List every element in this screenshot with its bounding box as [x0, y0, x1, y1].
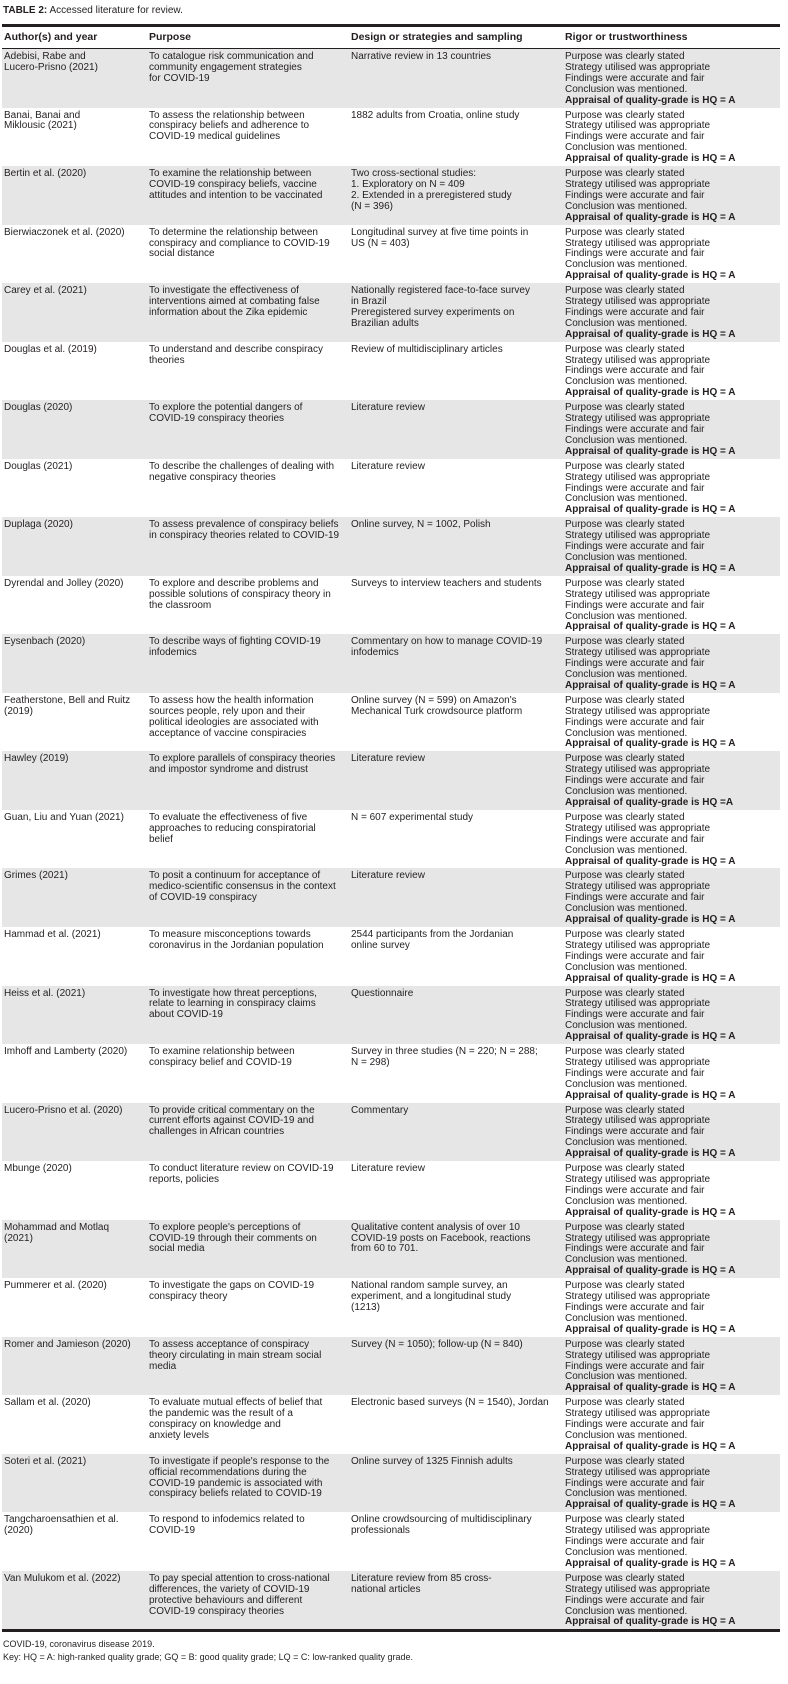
- design-cell: National random sample survey, an experiment, and a longitudinal study (1213): [351, 1280, 512, 1313]
- quality-grade: Appraisal of quality-grade is HQ = A: [565, 679, 736, 691]
- rigor-cell: [563, 49, 780, 108]
- rigor-criteria: Purpose was clearly stated Strategy utilised was appropriate Findings were accurate and fair Conclusion was mentioned.: [565, 811, 711, 856]
- design-cell: Online crowdsourcing of multidisciplinary professionals: [351, 1514, 532, 1537]
- rigor-cell: [563, 1220, 780, 1279]
- design-cell: Literature review: [351, 870, 425, 882]
- quality-grade: Appraisal of quality-grade is HQ = A: [565, 562, 736, 574]
- purpose-cell: To investigate if people's response to the official recommendations during the COVID-19 pandemic is associated with conspiracy beliefs related to COVID-19: [149, 1455, 330, 1500]
- design-cell: Electronic based surveys (N = 1540), Jordan: [351, 1397, 549, 1409]
- purpose-cell: To explore parallels of conspiracy theories and impostor syndrome and distrust: [149, 753, 336, 776]
- design-cell: Qualitative content analysis of over 10 COVID-19 posts on Facebook, reactions from 60 to 701.: [351, 1221, 531, 1255]
- table-row: [2, 1454, 780, 1513]
- quality-grade: Appraisal of quality-grade is HQ = A: [565, 328, 736, 340]
- table-row: [2, 986, 780, 1045]
- author-cell: Bierwiaczonek et al. (2020): [4, 226, 125, 238]
- rigor-criteria: Purpose was clearly stated Strategy utilised was appropriate Findings were accurate and fair Conclusion was mentioned.: [565, 1338, 711, 1383]
- rigor-cell: [563, 634, 780, 693]
- table-row: [2, 634, 780, 693]
- rigor-criteria: Purpose was clearly stated Strategy utilised was appropriate Findings were accurate and fair Conclusion was mentioned.: [565, 343, 711, 388]
- rigor-criteria: Purpose was clearly stated Strategy utilised was appropriate Findings were accurate and fair Conclusion was mentioned.: [565, 928, 711, 973]
- footnote-key: Key: HQ = A: high-ranked quality grade; GQ = B: good quality grade; LQ = C: low-ranked quality grade.: [3, 1652, 413, 1663]
- design-cell: Nationally registered face-to-face survey in Brazil Preregistered survey experiments on Brazilian adults: [351, 285, 530, 329]
- rigor-criteria: Purpose was clearly stated Strategy utilised was appropriate Findings were accurate and fair Conclusion was mentioned.: [565, 1221, 711, 1266]
- design-cell: Two cross-sectional studies: 1. Exploratory on N = 409 2. Extended in a preregistered study (N = 396): [351, 168, 512, 212]
- rigor-criteria: Purpose was clearly stated Strategy utilised was appropriate Findings were accurate and fair Conclusion was mentioned.: [565, 636, 711, 681]
- quality-grade: Appraisal of quality-grade is HQ = A: [565, 94, 736, 106]
- header-author: Author(s) and year: [4, 31, 98, 43]
- rigor-criteria: Purpose was clearly stated Strategy utilised was appropriate Findings were accurate and fair Conclusion was mentioned.: [565, 168, 711, 212]
- design-cell: Questionnaire: [351, 987, 414, 999]
- design-cell: Literature review: [351, 460, 425, 472]
- design-cell: 2544 participants from the Jordanian online survey: [351, 928, 514, 951]
- author-cell: Eysenbach (2020): [4, 636, 86, 648]
- purpose-cell: To describe the challenges of dealing with negative conspiracy theories: [149, 460, 335, 483]
- table-row: [2, 693, 780, 752]
- quality-grade: Appraisal of quality-grade is HQ = A: [565, 972, 736, 984]
- quality-grade: Appraisal of quality-grade is HQ = A: [565, 1323, 736, 1335]
- table-row: [2, 342, 780, 401]
- quality-grade: Appraisal of quality-grade is HQ = A: [565, 504, 736, 516]
- purpose-cell: To investigate how threat perceptions, relate to learning in conspiracy claims about COVID-19: [149, 987, 317, 1021]
- rigor-cell: [563, 986, 780, 1045]
- rigor-criteria: Purpose was clearly stated Strategy utilised was appropriate Findings were accurate and fair Conclusion was mentioned.: [565, 694, 711, 739]
- design-cell: Narrative review in 13 countries: [351, 51, 492, 62]
- rigor-cell: [563, 225, 780, 284]
- purpose-cell: To examine relationship between conspiracy belief and COVID-19: [149, 1046, 295, 1068]
- table-row: [2, 1220, 780, 1279]
- design-cell: 1882 adults from Croatia, online study: [351, 109, 520, 121]
- footnote-abbreviation: COVID-19, coronavirus disease 2019.: [3, 1639, 155, 1650]
- purpose-cell: To explore and describe problems and possible solutions of conspiracy theory in the classroom: [149, 577, 331, 611]
- rigor-criteria: Purpose was clearly stated Strategy utilised was appropriate Findings were accurate and fair Conclusion was mentioned.: [565, 285, 711, 329]
- table-row: [2, 1278, 780, 1337]
- rigor-criteria: Purpose was clearly stated Strategy utilised was appropriate Findings were accurate and fair Conclusion was mentioned.: [565, 226, 711, 271]
- rigor-cell: [563, 810, 780, 869]
- rigor-cell: [563, 1395, 780, 1454]
- rigor-criteria: Purpose was clearly stated Strategy utilised was appropriate Findings were accurate and fair Conclusion was mentioned.: [565, 1104, 711, 1149]
- author-cell: Hawley (2019): [4, 753, 69, 765]
- rigor-cell: [563, 1571, 780, 1631]
- rigor-cell: [563, 751, 780, 810]
- table-row: [2, 108, 780, 167]
- rigor-cell: [563, 400, 780, 459]
- rigor-criteria: Purpose was clearly stated Strategy utilised was appropriate Findings were accurate and fair Conclusion was mentioned.: [565, 460, 711, 505]
- table-row: [2, 1395, 780, 1454]
- purpose-cell: To examine the relationship between COVID-19 conspiracy beliefs, vaccine attitudes and intention to be vaccinated: [149, 168, 323, 201]
- quality-grade: Appraisal of quality-grade is HQ = A: [565, 1557, 736, 1569]
- quality-grade: Appraisal of quality-grade is HQ =A: [565, 797, 734, 808]
- author-cell: Lucero-Prisno et al. (2020): [4, 1104, 123, 1116]
- quality-grade: Appraisal of quality-grade is HQ = A: [565, 1265, 736, 1277]
- author-cell: Soteri et al. (2021): [4, 1455, 87, 1467]
- rigor-cell: [563, 1103, 780, 1162]
- author-cell: Douglas (2020): [4, 402, 73, 414]
- quality-grade: Appraisal of quality-grade is HQ = A: [565, 1499, 736, 1511]
- rigor-cell: [563, 927, 780, 986]
- rigor-cell: [563, 1454, 780, 1513]
- purpose-cell: To assess prevalence of conspiracy beliefs in conspiracy theories related to COVID-19: [149, 519, 340, 542]
- table-row: [2, 868, 780, 927]
- purpose-cell: To measure misconceptions towards coronavirus in the Jordanian population: [149, 928, 324, 951]
- table-row: [2, 1571, 780, 1631]
- rigor-criteria: Purpose was clearly stated Strategy utilised was appropriate Findings were accurate and fair Conclusion was mentioned.: [565, 519, 711, 563]
- author-cell: Featherstone, Bell and Ruitz (2019): [4, 694, 131, 717]
- quality-grade: Appraisal of quality-grade is HQ = A: [565, 1206, 736, 1218]
- purpose-cell: To investigate the effectiveness of interventions aimed at combating false information about the Zika epidemic: [149, 285, 320, 318]
- quality-grade: Appraisal of quality-grade is HQ = A: [565, 1031, 736, 1043]
- quality-grade: Appraisal of quality-grade is HQ = A: [565, 1616, 736, 1628]
- rigor-criteria: Purpose was clearly stated Strategy utilised was appropriate Findings were accurate and fair Conclusion was mentioned.: [565, 1572, 711, 1617]
- author-cell: Bertin et al. (2020): [4, 168, 87, 180]
- design-cell: Survey in three studies (N = 220; N = 288; N = 298): [351, 1046, 538, 1068]
- design-cell: Review of multidisciplinary articles: [351, 343, 503, 355]
- literature-table: [2, 24, 780, 1632]
- design-cell: Surveys to interview teachers and students: [351, 577, 542, 589]
- author-cell: Tangcharoensathien et al. (2020): [4, 1514, 119, 1537]
- author-cell: Douglas (2021): [4, 460, 73, 472]
- quality-grade: Appraisal of quality-grade is HQ = A: [565, 855, 736, 867]
- purpose-cell: To assess acceptance of conspiracy theory circulating in main stream social media: [149, 1338, 322, 1372]
- author-cell: Duplaga (2020): [4, 519, 73, 531]
- design-cell: Commentary on how to manage COVID-19 infodemics: [351, 636, 543, 659]
- rigor-criteria: Purpose was clearly stated Strategy utilised was appropriate Findings were accurate and fair Conclusion was mentioned.: [565, 987, 711, 1032]
- design-cell: N = 607 experimental study: [351, 811, 474, 823]
- rigor-criteria: Purpose was clearly stated Strategy utilised was appropriate Findings were accurate and fair Conclusion was mentioned.: [565, 1163, 711, 1207]
- rigor-criteria: Purpose was clearly stated Strategy utilised was appropriate Findings were accurate and fair Conclusion was mentioned.: [565, 870, 711, 915]
- table-row: [2, 166, 780, 225]
- rigor-cell: [563, 517, 780, 576]
- author-cell: Guan, Liu and Yuan (2021): [4, 811, 124, 823]
- quality-grade: Appraisal of quality-grade is HQ = A: [565, 445, 736, 457]
- rigor-criteria: Purpose was clearly stated Strategy utilised was appropriate Findings were accurate and fair Conclusion was mentioned.: [565, 753, 711, 798]
- author-cell: Van Mulukom et al. (2022): [4, 1572, 121, 1584]
- rigor-criteria: Purpose was clearly stated Strategy utilised was appropriate Findings were accurate and fair Conclusion was mentioned.: [565, 1280, 711, 1324]
- rigor-cell: [563, 1337, 780, 1396]
- header-rigor: Rigor or trustworthiness: [565, 31, 688, 43]
- author-cell: Carey et al. (2021): [4, 285, 87, 297]
- rigor-criteria: Purpose was clearly stated Strategy utilised was appropriate Findings were accurate and fair Conclusion was mentioned.: [565, 1514, 711, 1558]
- author-cell: Sallam et al. (2020): [4, 1397, 91, 1409]
- design-cell: Commentary: [351, 1104, 409, 1116]
- purpose-cell: To explore the potential dangers of COVID-19 conspiracy theories: [149, 402, 303, 425]
- author-cell: Dyrendal and Jolley (2020): [4, 577, 124, 589]
- rigor-cell: [563, 342, 780, 401]
- quality-grade: Appraisal of quality-grade is HQ = A: [565, 1440, 736, 1452]
- quality-grade: Appraisal of quality-grade is HQ = A: [565, 270, 736, 282]
- table-row: [2, 459, 780, 518]
- table-label: TABLE 2:: [3, 5, 48, 16]
- design-cell: Online survey of 1325 Finnish adults: [351, 1455, 513, 1467]
- purpose-cell: To describe ways of fighting COVID-19 infodemics: [149, 636, 321, 659]
- table-row: [2, 1512, 780, 1571]
- purpose-cell: To understand and describe conspiracy theories: [149, 343, 323, 366]
- table-row: [2, 927, 780, 986]
- rigor-cell: [563, 108, 780, 167]
- table-row: [2, 810, 780, 869]
- table-row: [2, 225, 780, 284]
- author-cell: Banai, Banai and Miklousic (2021): [4, 109, 81, 132]
- rigor-criteria: Purpose was clearly stated Strategy utilised was appropriate Findings were accurate and fair Conclusion was mentioned.: [565, 402, 711, 446]
- table-row: [2, 1044, 780, 1103]
- table-row: [2, 1103, 780, 1162]
- author-cell: Pummerer et al. (2020): [4, 1280, 107, 1292]
- table-row: [2, 751, 780, 810]
- table-row: [2, 1337, 780, 1396]
- rigor-cell: [563, 459, 780, 518]
- footnotes: [2, 1638, 780, 1664]
- table-title: Accessed literature for review.: [47, 5, 183, 16]
- author-cell: Romer and Jamieson (2020): [4, 1338, 131, 1350]
- header-row: [2, 26, 780, 49]
- table-row: [2, 400, 780, 459]
- quality-grade: Appraisal of quality-grade is HQ = A: [565, 914, 736, 926]
- rigor-cell: [563, 1161, 780, 1220]
- rigor-cell: [563, 1512, 780, 1571]
- design-cell: Longitudinal survey at five time points in US (N = 403): [351, 226, 529, 249]
- purpose-cell: To pay special attention to cross-national differences, the variety of COVID-19 protective behaviours and different COVID-19 conspiracy theories: [149, 1572, 330, 1617]
- quality-grade: Appraisal of quality-grade is HQ = A: [565, 387, 736, 399]
- purpose-cell: To assess how the health information sources people, rely upon and their political ideologies are associated with acceptance of vaccine conspiracies: [149, 694, 319, 739]
- quality-grade: Appraisal of quality-grade is HQ = A: [565, 1148, 736, 1160]
- rigor-cell: [563, 693, 780, 752]
- rigor-cell: [563, 1044, 780, 1103]
- design-cell: Online survey, N = 1002, Polish: [351, 519, 491, 531]
- purpose-cell: To conduct literature review on COVID-19 reports, policies: [149, 1163, 334, 1185]
- quality-grade: Appraisal of quality-grade is HQ = A: [565, 1089, 736, 1101]
- design-cell: Online survey (N = 599) on Amazon's Mechanical Turk crowdsource platform: [351, 694, 523, 717]
- purpose-cell: To evaluate mutual effects of belief that the pandemic was the result of a conspiracy on knowledge and anxiety levels: [149, 1397, 323, 1441]
- purpose-cell: To assess the relationship between conspiracy beliefs and adherence to COVID-19 medical guidelines: [149, 109, 310, 143]
- rigor-criteria: Purpose was clearly stated Strategy utilised was appropriate Findings were accurate and fair Conclusion was mentioned.: [565, 577, 711, 622]
- quality-grade: Appraisal of quality-grade is HQ = A: [565, 211, 736, 223]
- purpose-cell: To respond to infodemics related to COVID-19: [149, 1514, 305, 1537]
- purpose-cell: To determine the relationship between conspiracy and compliance to COVID-19 social distance: [149, 226, 330, 260]
- design-cell: Literature review: [351, 1163, 425, 1175]
- rigor-cell: [563, 868, 780, 927]
- rigor-criteria: Purpose was clearly stated Strategy utilised was appropriate Findings were accurate and fair Conclusion was mentioned.: [565, 51, 711, 95]
- author-cell: Imhoff and Lamberty (2020): [4, 1046, 128, 1058]
- quality-grade: Appraisal of quality-grade is HQ = A: [565, 738, 736, 750]
- rigor-cell: [563, 166, 780, 225]
- rigor-cell: [563, 1278, 780, 1337]
- table-row: [2, 283, 780, 342]
- header-design: Design or strategies and sampling: [351, 31, 523, 43]
- design-cell: Literature review: [351, 753, 425, 765]
- purpose-cell: To investigate the gaps on COVID-19 conspiracy theory: [149, 1280, 315, 1303]
- quality-grade: Appraisal of quality-grade is HQ = A: [565, 153, 736, 165]
- author-cell: Mbunge (2020): [4, 1163, 72, 1175]
- rigor-criteria: Purpose was clearly stated Strategy utilised was appropriate Findings were accurate and fair Conclusion was mentioned.: [565, 1455, 711, 1500]
- quality-grade: Appraisal of quality-grade is HQ = A: [565, 621, 736, 633]
- rigor-cell: [563, 576, 780, 635]
- purpose-cell: To provide critical commentary on the current efforts against COVID-19 and challenges in African countries: [149, 1104, 315, 1138]
- table-row: [2, 517, 780, 576]
- author-cell: Grimes (2021): [4, 870, 68, 882]
- rigor-criteria: Purpose was clearly stated Strategy utilised was appropriate Findings were accurate and fair Conclusion was mentioned.: [565, 1397, 711, 1441]
- author-cell: Hammad et al. (2021): [4, 928, 101, 940]
- design-cell: Literature review: [351, 402, 425, 414]
- design-cell: Literature review from 85 cross- national articles: [351, 1572, 492, 1595]
- purpose-cell: To posit a continuum for acceptance of medico-scientific consensus in the context of COVID-19 conspiracy: [149, 870, 336, 904]
- rigor-cell: [563, 283, 780, 342]
- rigor-criteria: Purpose was clearly stated Strategy utilised was appropriate Findings were accurate and fair Conclusion was mentioned.: [565, 109, 711, 154]
- author-cell: Heiss et al. (2021): [4, 987, 86, 999]
- rigor-criteria: Purpose was clearly stated Strategy utilised was appropriate Findings were accurate and fair Conclusion was mentioned.: [565, 1046, 711, 1090]
- purpose-cell: To catalogue risk communication and community engagement strategies for COVID-19: [149, 51, 314, 84]
- purpose-cell: To evaluate the effectiveness of five approaches to reducing conspiratorial belief: [149, 811, 316, 845]
- author-cell: Douglas et al. (2019): [4, 343, 97, 355]
- table-row: [2, 1161, 780, 1220]
- author-cell: Adebisi, Rabe and Lucero-Prisno (2021): [4, 51, 98, 73]
- author-cell: Mohammad and Motlaq (2021): [4, 1221, 110, 1244]
- table-row: [2, 576, 780, 635]
- purpose-cell: To explore people's perceptions of COVID-19 through their comments on social media: [149, 1221, 317, 1255]
- header-purpose: Purpose: [149, 31, 192, 43]
- design-cell: Survey (N = 1050); follow-up (N = 840): [351, 1338, 523, 1350]
- table-row: [2, 49, 780, 108]
- table-caption: [3, 4, 780, 17]
- quality-grade: Appraisal of quality-grade is HQ = A: [565, 1382, 736, 1394]
